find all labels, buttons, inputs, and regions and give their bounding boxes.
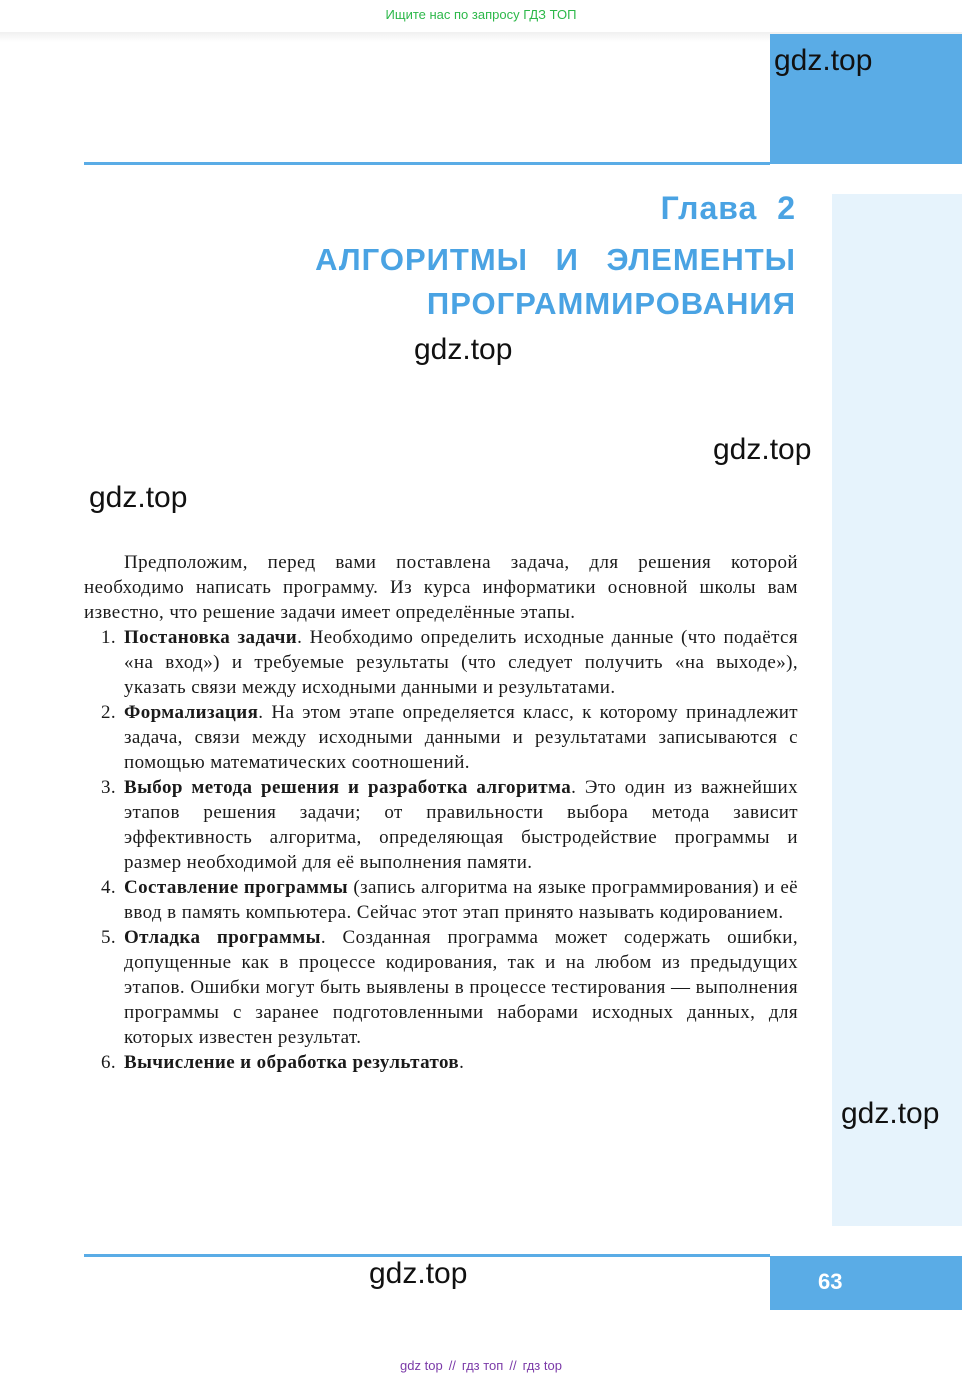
- footer-separator: //: [509, 1358, 517, 1373]
- step-number: 1.: [100, 627, 116, 648]
- watermark: gdz.top: [841, 1097, 940, 1130]
- step-title: Выбор метода решения и разработка алгоритма: [124, 777, 572, 798]
- step-item: [84, 775, 798, 875]
- chapter-title-line-2: ПРОГРАММИРОВАНИЯ: [426, 286, 796, 321]
- watermark: gdz.top: [774, 44, 873, 77]
- chapter-title: [315, 238, 796, 326]
- step-text: . Необходимо определить исходные данные (что подаётся «на вход») и требуемые результаты (что следует получить «на выходе»), указать связи между исходными данными и результатами.: [124, 627, 799, 698]
- footer-link[interactable]: gdz top: [400, 1358, 443, 1373]
- main-text: [84, 550, 798, 1075]
- step-text: . На этом этапе определяется класс, к которому принадлежит задача, связи между исходными данными и результатами записываются с помощью математических соотношений.: [124, 702, 798, 773]
- watermark: gdz.top: [89, 481, 188, 514]
- footer-separator: //: [448, 1358, 456, 1373]
- step-title: Формализация: [124, 702, 259, 723]
- step-item: [84, 700, 798, 775]
- step-item: [84, 1050, 798, 1075]
- chapter-label: Глава 2: [660, 190, 796, 226]
- page-number-box: [770, 1256, 962, 1310]
- top-banner[interactable]: Ищите нас по запросу ГДЗ ТОП: [385, 7, 577, 22]
- step-item: [84, 925, 798, 1050]
- chapter-title-line-1: АЛГОРИТМЫ И ЭЛЕМЕНТЫ: [315, 242, 796, 277]
- step-item: [84, 625, 798, 700]
- step-number: 5.: [100, 927, 116, 948]
- step-text: (запись алгоритма на языке программирования) и её ввод в память компьютера. Сейчас этот этап принято называть кодированием.: [124, 877, 798, 923]
- step-number: 4.: [100, 877, 116, 898]
- step-item: [84, 875, 798, 925]
- intro-paragraph: Предположим, перед вами поставлена задача, для решения которой необходимо написать программу. Из курса информатики основной школы вам известно, что решение задачи имеет определённые этапы.: [84, 552, 798, 623]
- step-text: . Это один из важнейших этапов решения задачи; от правильности выбора метода зависит эффективность алгоритма, определяющая быстродействие программы и размер необходимой для её выполнения памяти.: [124, 777, 798, 873]
- footer-link[interactable]: гдз топ: [461, 1358, 504, 1373]
- footer-link[interactable]: гдз top: [522, 1358, 562, 1373]
- side-panel: [832, 194, 962, 1226]
- step-title: Составление программы: [124, 877, 348, 898]
- step-number: 2.: [100, 702, 116, 723]
- step-number: 6.: [100, 1052, 116, 1073]
- step-text: .: [459, 1052, 465, 1073]
- watermark: gdz.top: [713, 433, 812, 466]
- watermark: gdz.top: [414, 333, 513, 366]
- step-text: . Созданная программа может содержать ошибки, допущенные как в процессе кодирования, так и на любом из предыдущих этапов. Ошибки могут быть выявлены в процессе тестирования — выполнения программы с заранее подготовленными наборами исходных данных, для которых известен результат.: [124, 927, 798, 1048]
- footer-links: [0, 1358, 962, 1373]
- step-title: Вычисление и обработка результатов: [124, 1052, 460, 1073]
- step-title: Отладка программы: [124, 927, 321, 948]
- step-number: 3.: [100, 777, 116, 798]
- header-rule: [84, 162, 770, 165]
- chapter-heading: [315, 190, 796, 326]
- step-title: Постановка задачи: [124, 627, 298, 648]
- page-number: 63: [818, 1269, 843, 1294]
- watermark: gdz.top: [369, 1257, 468, 1290]
